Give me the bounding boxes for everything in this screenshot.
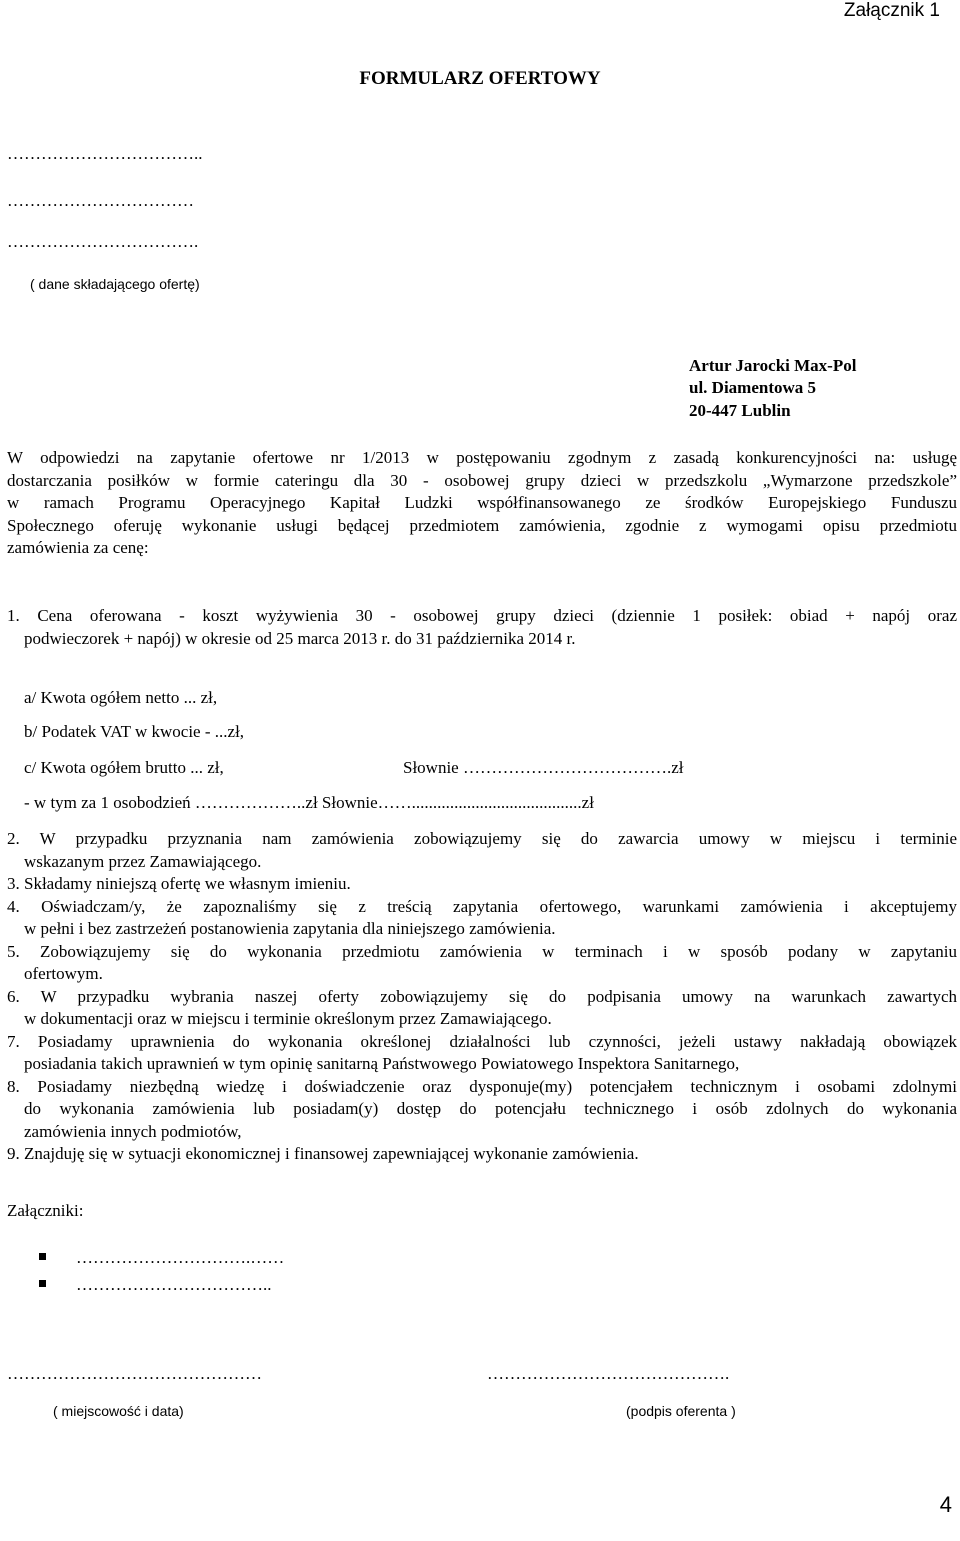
- declarations-list: [7, 828, 957, 1166]
- signature-caption: (podpis oferenta ): [626, 1403, 736, 1419]
- price-line: 1. Cena oferowana - koszt wyżywienia 30 - osobowej grupy dzieci (dziennie 1 posiłek: obiad + napój oraz: [7, 606, 957, 625]
- attachments-label: Załączniki:: [7, 1201, 84, 1220]
- attachment-label: Załącznik 1: [843, 0, 940, 21]
- intro-line: W odpowiedzi na zapytanie ofertowe nr 1/2013 w postępowaniu zgodnym z zasadą konkurencyjności na: usługę: [7, 448, 957, 467]
- declaration-item: 8. Posiadamy niezbędną wiedzę i doświadczenie oraz dysponuje(my) potencjałem technicznym i osobami zdolnymi do wykonania zamówienia lub posiadam(y) dostęp do potencjału technicznego i osób zdolnych do wykonania zamówienia innych podmiotów,: [7, 1076, 957, 1141]
- sender-caption: ( dane składającego ofertę): [30, 276, 200, 292]
- declaration-item: 7. Posiadamy uprawnienia do wykonania określonej działalności lub czynności, jeżeli ustawy nakładają obowiązek posiadania takich uprawnień w tym opinię sanitarną Państwowego Powiatowego Inspektora Sanitarnego,: [7, 1031, 957, 1073]
- price-item: [7, 605, 957, 650]
- intro-line: zamówienia za cenę:: [7, 538, 149, 557]
- recipient-street: ul. Diamentowa 5: [689, 378, 817, 397]
- declaration-item: 6. W przypadku wybrania naszej oferty zobowiązujemy się do podpisania umowy na warunkach zawartych w dokumentacji oraz w miejscu i terminie określonym przez Zamawiającego.: [7, 986, 957, 1028]
- net-amount-line: a/ Kwota ogółem netto ... zł,: [24, 688, 218, 707]
- sender-line-1: ……………………………..: [7, 144, 203, 163]
- bullet-icon: [39, 1253, 46, 1260]
- recipient-name: Artur Jarocki Max-Pol: [689, 356, 857, 375]
- intro-paragraph: [7, 447, 957, 560]
- place-date-caption: ( miejscowość i data): [53, 1403, 184, 1419]
- signature-line: …………………………………….: [487, 1364, 730, 1383]
- gross-amount-line: c/ Kwota ogółem brutto ... zł,: [24, 758, 224, 777]
- sender-line-2: ……………………………: [7, 191, 194, 210]
- intro-line: dostarczania posiłków w formie cateringu dla 30 - osobowej grupy dzieci w przedszkolu „Wymarzone przedszkole”: [7, 470, 957, 490]
- declaration-item: 3. Składamy niniejszą ofertę we własnym imieniu.: [7, 874, 351, 893]
- gross-amount-words: Słownie ……………………………….zł: [403, 758, 684, 777]
- intro-line: Społecznego oferuję wykonanie usługi będącej przedmiotem zamówienia, zgodnie z wymogami opisu przedmiotu: [7, 515, 957, 535]
- intro-line: w ramach Programu Operacyjnego Kapitał Ludzki współfinansowanego ze środków Europejskiego Funduszu: [7, 493, 957, 512]
- declaration-item: 2. W przypadku przyznania nam zamówienia zobowiązujemy się do zawarcia umowy w miejscu i terminie wskazanym przez Zamawiającego.: [7, 829, 957, 871]
- form-title: FORMULARZ OFERTOWY: [359, 68, 601, 89]
- place-date-line: ………………………………………: [7, 1364, 262, 1383]
- page-number: 4: [939, 1492, 952, 1517]
- declaration-item: 4. Oświadczam/y, że zapoznaliśmy się z treścią zapytania ofertowego, warunkami zamówienia i akceptujemy w pełni i bez zastrzeżeń postanowienia zapytania dla niniejszego zamówienia.: [7, 896, 957, 938]
- bullet-icon: [39, 1280, 46, 1287]
- vat-amount-line: b/ Podatek VAT w kwocie - ...zł,: [24, 722, 245, 741]
- attachment-item-1: ………………………….……: [76, 1248, 285, 1267]
- recipient-city: 20-447 Lublin: [689, 401, 791, 420]
- declaration-item: 9. Znajduję się w sytuacji ekonomicznej i finansowej zapewniającej wykonanie zamówienia.: [7, 1144, 639, 1163]
- sender-line-3: …………………………….: [7, 232, 199, 251]
- price-line: podwieczorek + napój) w okresie od 25 marca 2013 r. do 31 października 2014 r.: [24, 628, 576, 648]
- declaration-item: 5. Zobowiązujemy się do wykonania przedmiotu zamówienia w terminach i w sposób podany w zapytaniu ofertowym.: [7, 941, 957, 983]
- attachment-item-2: ……………………………..: [76, 1275, 272, 1294]
- per-person-day-line: - w tym za 1 osobodzień ………………..zł Słownie……........................................zł: [24, 793, 594, 812]
